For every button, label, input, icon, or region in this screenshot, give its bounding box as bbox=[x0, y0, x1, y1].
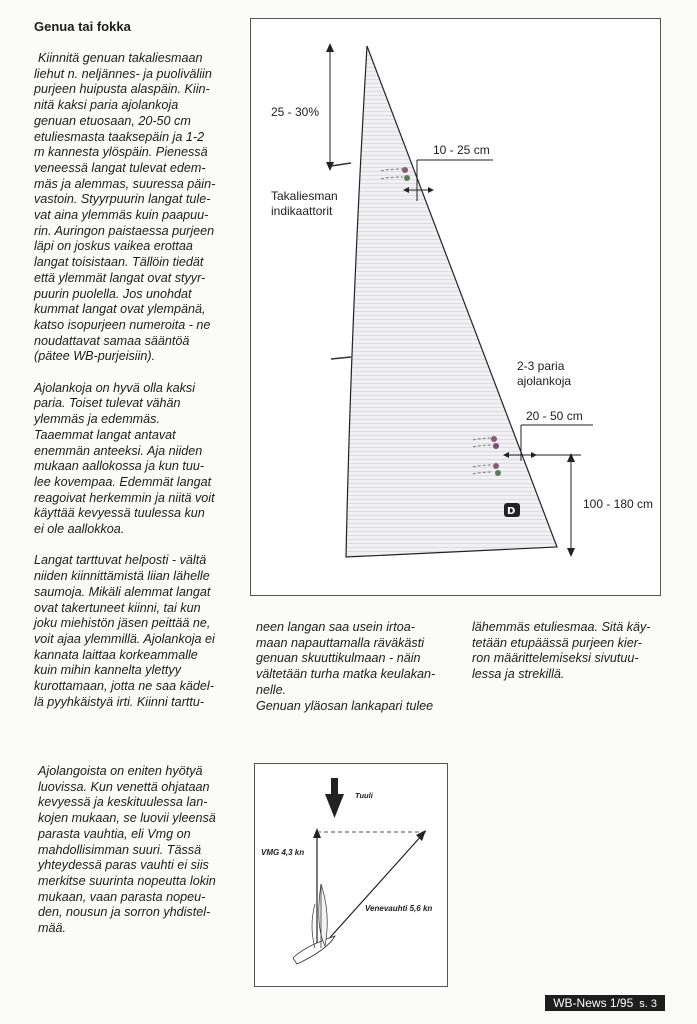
paragraph-upwind: Ajolangoista on eniten hyötyä luovissa. Kun venettä ohjataan kevyessä ja keskituulessa lan- kojen mukaan, se luovii yleensä parasta vauhtia, eli Vmg on mahdollisimman suuri. Tässä yhteydessä paras vauhti ei siis merkitse suurinta nopeutta lokin mukaan, vaan parasta nopeu- den, nousun ja sorron yhdistel- mää. bbox=[38, 764, 216, 936]
wind-arrow-shaft bbox=[331, 778, 338, 796]
paragraph-two-pairs: Ajolankoja on hyvä olla kaksi paria. Toiset tulevat vähän ylemmäs ja edemmäs. Taaemmat langat antavat enemmän anteeksi. Aja niiden mukaan aallokossa ja kun tuu- lee kovempaa. Edemmät langat reagoivat herkemmin ja niitä voit käyttää kevyessä tuulessa kun ei ole aallokkoa. bbox=[34, 380, 215, 537]
top-dim-arrow-down bbox=[326, 162, 334, 171]
genoa-sail bbox=[346, 46, 557, 557]
mid-column bbox=[256, 620, 456, 730]
boat-speed-label: Venevauhti 5,6 kn bbox=[365, 904, 433, 913]
vmg-diagram-frame bbox=[254, 763, 448, 987]
paragraph-continuation: neen langan saa usein irtoa- maan napauttamalla räväkästi genuan skuuttikulmaan - näin vältetään turha matka keulakan- nelle. Genuan yläosan lankapari tulee bbox=[256, 620, 436, 713]
top-percentage-label: 25 - 30% bbox=[271, 105, 320, 119]
boat-speed-vector bbox=[317, 834, 423, 952]
leech-indicators-label: Takaliesman indikaattorit bbox=[271, 189, 338, 218]
telltale-pairs-label: 2-3 paria ajolankoja bbox=[517, 359, 572, 388]
top-telltale-dot-2 bbox=[404, 175, 410, 181]
svg-text:D: D bbox=[507, 506, 516, 517]
vmg-label: VMG 4,3 kn bbox=[261, 848, 305, 857]
paragraph-upper-pair: lähemmäs etuliesmaa. Sitä käy- tetään etupäässä purjeen kier- ron määrittelemiseksi sivutuu- lessa ja strekillä. bbox=[472, 620, 651, 682]
paragraph-sticking: Langat tarttuvat helposti - vältä niiden kiinnittämistä liian lähelle saumoja. Mikäli alemmat langat ovat takertuneet kiinni, tai kun joku miehistön jäsen peittää ne, voit ajaa ylemmillä. Ajolankoja ei kannata laittaa korkeammalle kuin mihin kannelta ylettyy kurottamaan, jotta ne saa kädel- lä pyyhkäistyä irti. Kiinni tarttu- bbox=[34, 553, 215, 709]
top-dim-arrow-up bbox=[326, 43, 334, 52]
vmg-diagram bbox=[255, 764, 447, 986]
wind-label: Tuuli bbox=[355, 791, 373, 800]
wb-logo bbox=[504, 503, 520, 517]
sail-diagram-frame bbox=[250, 18, 661, 596]
sailboat-icon bbox=[293, 884, 335, 964]
article-heading: Genua tai fokka bbox=[34, 19, 131, 34]
left-column bbox=[34, 51, 249, 726]
wind-arrow-head bbox=[325, 794, 344, 818]
lower-column bbox=[38, 764, 248, 952]
paragraph-leech-telltales: Kiinnitä genuan takaliesmaan liehut n. neljännes- ja puoliväliin purjeen huipusta alaspäin. Kiin- nitä kaksi paria ajolankoja genuan etuosaan, 20-50 cm etuliesmasta taaksepäin ja 1-2 m kannesta ylöspäin. Pienessä veneessä langat tulevat edem- mäs ja alemmas, suuressa päin- vastoin. Styyrpuurin langat tule- vat aina ylemmäs kuin paapuu- rin. Auringon paistaessa purjeen läpi on joskus vaikea erottaa langat toisistaan. Tällöin tiedät että ylemmät langat ovat styyr- puurin puolella. Jos unohdat kummat langat ovat ylempänä, katso isopurjeen numeroita - ne noudattavat samaa sääntöä (pätee WB-purjeisiin). bbox=[34, 51, 216, 364]
page-footer bbox=[545, 995, 665, 1011]
page-number: s. 3 bbox=[639, 998, 657, 1010]
height-label: 100 - 180 cm bbox=[583, 497, 654, 511]
leech-telltale-lower-mark bbox=[331, 357, 351, 359]
right-column bbox=[472, 620, 672, 699]
magazine-issue: WB-News 1/95 bbox=[553, 996, 634, 1010]
leech-telltale-upper-mark bbox=[331, 163, 351, 166]
luff-offset-label: 20 - 50 cm bbox=[526, 409, 583, 423]
top-telltale-dot-1 bbox=[402, 167, 408, 173]
top-offset-label: 10 - 25 cm bbox=[433, 143, 490, 157]
